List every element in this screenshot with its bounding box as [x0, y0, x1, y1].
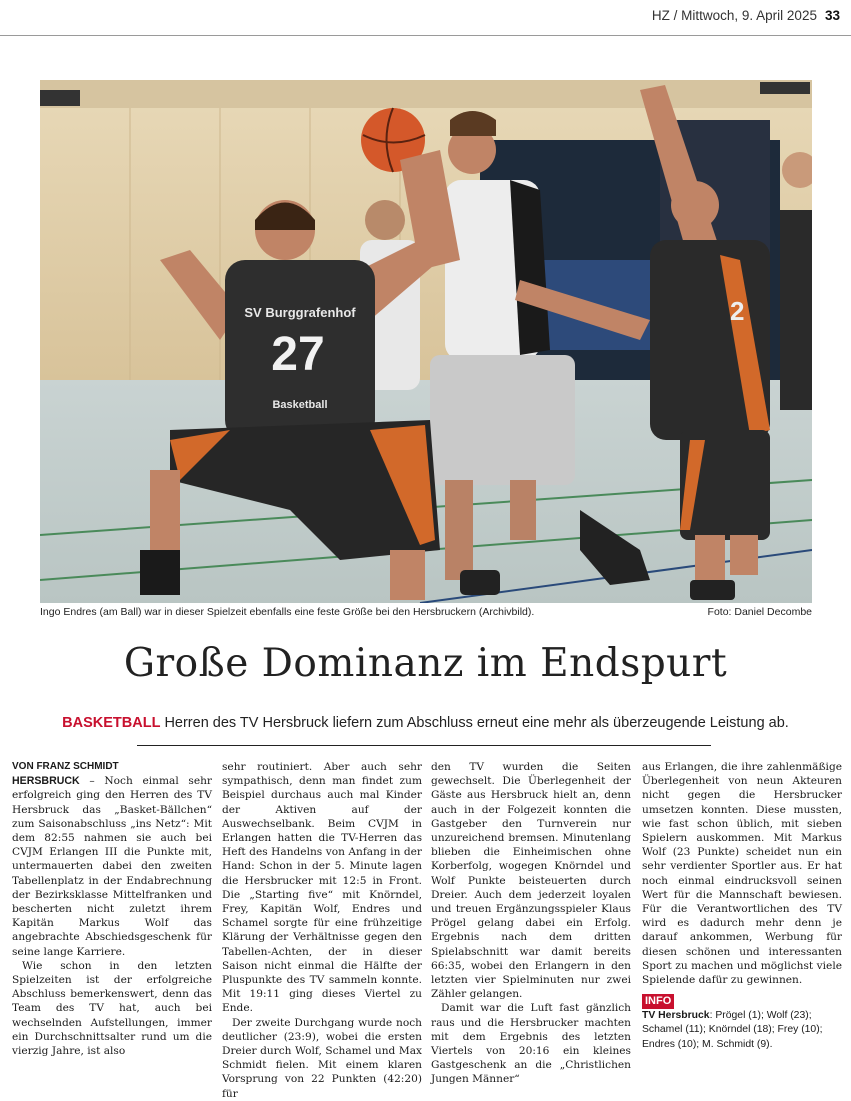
- info-box: [642, 1009, 842, 1052]
- byline: VON FRANZ SCHMIDT: [12, 761, 119, 772]
- article-column-4: [642, 760, 842, 1052]
- basketball-photo: [40, 80, 812, 603]
- page-header: [0, 8, 840, 23]
- photo-caption: [40, 606, 812, 618]
- paragraph: Der zweite Durchgang wurde noch deutlicher (23:9), wobei die ersten Dreier durch Wolf, Schamel und Max Schmidt fielen. Mit einem klaren Vorsprung von 22 Punkten (42:20) für: [222, 1016, 422, 1100]
- svg-text:2: 2: [730, 296, 745, 326]
- paragraph-text: – Noch einmal sehr erfolgreich ging den Herren des TV Hersbruck das „Basket-Bällchen“ zum Saisonabschluss „ins Netz“: Mit dem 82:55 nahmen sie auch bei CVJM Erlangen III die Punkte mit, untermauerten dabei den zweiten Tabellenplatz in der Endabrechnung der Bezirksklasse Mittelfranken und bescherten nicht zuletzt ihrem Kapitän Markus Wolf das angebrachte Abschiedsgeschenk für seine lange Karriere.: [12, 775, 212, 958]
- paragraph: [12, 774, 212, 959]
- paragraph: den TV wurden die Seiten gewechselt. Die Überlegenheit der Gäste aus Hersbruck hielt an, denn auch in der Folgezeit konnten die Gastgeber den Turnverein nur unzureichend bremsen. Minutenlang blieben die Einheimischen ohne Korberfolg, wogegen Knörndel und Wolf Punkte beisteuerten durch Dreier. Auch dem jederzeit loyalen und treuen Ergänzungsspieler Klaus Prögel gelang dabei ein Erfolg. Ergebnis nach dem dritten Spielabschnitt war damit bereits 66:35, wobei den Erlangern in den letzten vier Spielminuten nur zwei Zähler gelangen.: [431, 761, 631, 1001]
- dateline: HERSBRUCK: [12, 775, 80, 788]
- jersey-sub-text: Basketball: [272, 399, 328, 411]
- paragraph: sehr routiniert. Aber auch sehr sympathisch, denn man findet zum Beispiel durchaus auch mal Kinder der Aktiven auf der Auswechselbank. Beim CVJM in Erlangen hatten die TV-Herren das Heft des Handelns von Anfang in der Hand: Schon in der 5. Minute lagen die Hersbrucker mit 12:5 in Front. Die „Starting five“ mit Knörndel, Frey, Kapitän Wolf, Endres und Schamel sorgte für eine frühzeitige Klärung der Verhältnisse gegen den Tabellen-Achten, der in dieser Saison nicht einmal die Hälfte der Pluspunkte des TV sammeln konnte. Mit 19:11 ging dieses Viertel zu Ende.: [222, 761, 422, 1015]
- jersey-team-text: SV Burggrafenhof: [244, 305, 356, 320]
- photo-credit: Foto: Daniel Decombe: [707, 606, 812, 618]
- paragraph: aus Erlangen, die ihre zahlenmäßige Überlegenheit von neun Akteuren nicht gegen die Hersbrucker umsetzen konnten. Diese mussten, wie fast schon üblich, mit sieben Spielern auskommen. Mit Markus Wolf (23 Punkte) scheidet nun ein sehr verdienter Sportler aus. Er hat noch einmal eindrucksvoll seinen Wert für die Mannschaft bewiesen. Für die Verantwortlichen des TV wird es dadurch mehr denn je darauf ankommen, Werbung für diesen schönen und interessanten Sport zu machen und möglichst viele Spielende dafür zu gewinnen.: [642, 761, 842, 987]
- article-column-1: [12, 760, 212, 1058]
- header-rule: [0, 35, 851, 36]
- subline: Herren des TV Hersbruck liefern zum Abschluss erneut eine mehr als überzeugende Leistung ab.: [164, 715, 789, 731]
- page-number: 33: [824, 8, 840, 23]
- paragraph: Wie schon in den letzten Spielzeiten ist der erfolgreiche Abschluss bemerkenswert, denn das Team des TV hat, auch bei wechselnden Aufstellungen, immer ein Durchschnittsalter rund um die vierzig Jahre, ist also: [12, 959, 212, 1058]
- paragraph: Damit war die Luft fast gänzlich raus und die Hersbrucker machten mit dem Ergebnis des letzten Viertels von 20:16 ein kleines Gastgeschenk an die „Christlichen Jungen Männer“: [431, 1002, 631, 1086]
- jersey-number-text: 27: [271, 328, 325, 381]
- article-photo: [40, 80, 812, 603]
- info-players: : Prögel (1); Wolf (23); Schamel (11); Knörndel (18); Frey (10); Endres (10); M. Schmidt (9).: [642, 1010, 823, 1050]
- caption-text: Ingo Endres (am Ball) war in dieser Spielzeit ebenfalls eine feste Größe bei den Hersbruckern (Archivbild).: [40, 606, 535, 618]
- kicker: [0, 715, 851, 731]
- topic-label: BASKETBALL: [62, 715, 161, 731]
- kicker-rule: [137, 745, 711, 746]
- info-label: INFO: [642, 994, 674, 1009]
- article-column-2: [222, 760, 422, 1101]
- headline: Große Dominanz im Endspurt: [123, 641, 728, 686]
- info-team: TV Hersbruck: [642, 1010, 710, 1022]
- edition-date: HZ / Mittwoch, 9. April 2025: [651, 8, 817, 23]
- article-column-3: [431, 760, 631, 1087]
